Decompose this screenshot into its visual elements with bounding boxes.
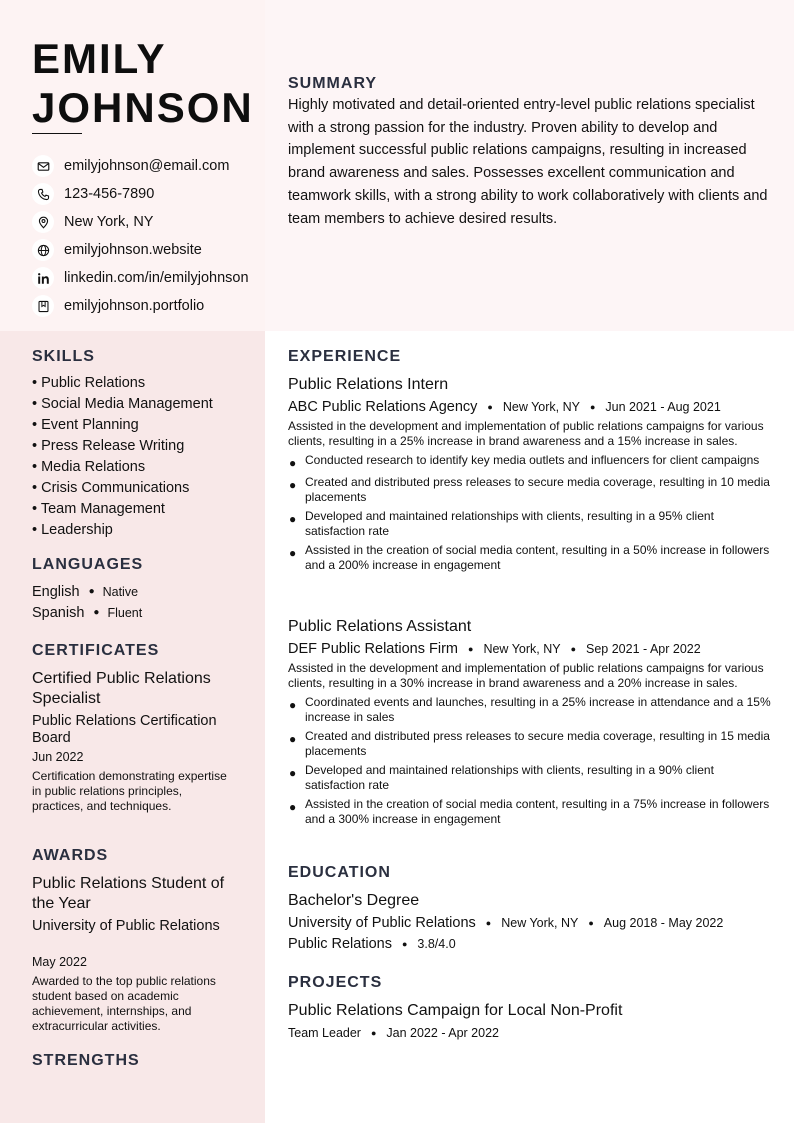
contact-website[interactable] — [32, 236, 264, 264]
job-description: Assisted in the development and implementation of public relations campaigns for various clients, resulting in a 30% increase in brand awareness and a 20% increase in sales. — [288, 661, 764, 690]
phone-icon — [32, 183, 54, 205]
language-item — [32, 602, 262, 623]
globe-icon — [32, 239, 54, 261]
bullet-icon: ● — [289, 512, 297, 526]
contact-list — [32, 152, 264, 320]
skill-item: • Team Management — [32, 501, 165, 517]
awards-heading: AWARDS — [32, 847, 109, 864]
bullet-icon: ● — [289, 456, 297, 470]
project-dates: Jan 2022 - Apr 2022 — [386, 1026, 499, 1040]
language-level: Native — [102, 584, 139, 599]
project-name: Public Relations Campaign for Local Non-Profit — [288, 1002, 623, 1019]
job-dates: Jun 2021 - Aug 2021 — [605, 400, 721, 414]
skill-item: • Media Relations — [32, 459, 146, 475]
job-description: Assisted in the development and implementation of public relations campaigns for various clients, resulting in a 25% increase in brand awareness and a 15% increase in sales. — [288, 419, 764, 448]
summary-text: Highly motivated and detail-oriented entry-level public relations specialist with a strong passion for the industry. Proven ability to develop and implement successful public relations campaigns, resulting in increased brand awareness and sales. Possesses excellent communication and teamwork skills, with a strong ability to work collaboratively with clients and team members to achieve desired results. — [288, 97, 768, 227]
job-company: ABC Public Relations Agency — [288, 399, 478, 415]
bullet-text: Created and distributed press releases to secure media coverage, resulting in 15 media placements — [305, 729, 770, 758]
contact-email-text: emilyjohnson@email.com — [64, 158, 230, 174]
education-dates: Aug 2018 - May 2022 — [603, 916, 724, 930]
skill-item: • Social Media Management — [32, 396, 213, 412]
separator-dot: ● — [487, 402, 493, 412]
bullet-icon: ● — [289, 478, 297, 492]
job-meta — [288, 398, 772, 416]
bullet-icon: ● — [289, 766, 297, 780]
separator-dot: ● — [485, 918, 492, 928]
contact-website-text: emilyjohnson.website — [64, 242, 202, 258]
language-name: Spanish — [32, 604, 85, 621]
education-field-row — [288, 935, 772, 953]
contact-location-text: New York, NY — [64, 214, 154, 230]
project-meta — [288, 1024, 772, 1042]
job-bullets — [288, 695, 772, 827]
bullet-text: Conducted research to identify key media outlets and influencers for client campaigns — [305, 453, 760, 467]
job-bullet — [288, 509, 772, 539]
separator-dot: ● — [401, 939, 408, 949]
contact-location — [32, 208, 264, 236]
contact-phone-text: 123-456-7890 — [64, 186, 155, 202]
degree: Bachelor's Degree — [288, 892, 420, 909]
job-title: Public Relations Intern — [288, 376, 449, 393]
education-meta — [288, 914, 772, 932]
education-heading: EDUCATION — [288, 864, 391, 881]
project-entry — [288, 1001, 772, 1042]
skills-heading: SKILLS — [32, 348, 95, 365]
job-company: DEF Public Relations Firm — [288, 641, 459, 657]
experience-heading: EXPERIENCE — [288, 348, 402, 365]
certificate-description: Certification demonstrating expertise in public relations principles, practices, and techniques. — [32, 769, 227, 813]
job-bullet — [288, 797, 772, 827]
award-name: Public Relations Student of the Year — [32, 875, 225, 912]
skill-item: • Press Release Writing — [32, 438, 185, 454]
languages-list — [32, 581, 262, 623]
contact-email[interactable] — [32, 152, 264, 180]
candidate-name: EMILY JOHNSON — [32, 35, 254, 131]
portfolio-icon — [32, 295, 54, 317]
job-meta — [288, 640, 772, 658]
bullet-text: Created and distributed press releases to secure media coverage, resulting in 10 media placements — [305, 475, 770, 504]
school-location: New York, NY — [501, 916, 579, 930]
job-location: New York, NY — [502, 400, 580, 414]
skill-item: • Public Relations — [32, 375, 146, 391]
contact-phone[interactable] — [32, 180, 264, 208]
separator-dot: ● — [93, 607, 100, 618]
summary-heading: SUMMARY — [288, 75, 378, 92]
contact-portfolio[interactable] — [32, 292, 264, 320]
job-bullet — [288, 729, 772, 759]
bullet-text: Assisted in the creation of social media content, resulting in a 50% increase in followers and a 200% increase in engagement — [305, 543, 770, 572]
school-name: University of Public Relations — [288, 915, 476, 931]
certificates-heading: CERTIFICATES — [32, 642, 160, 659]
job-bullet — [288, 475, 772, 505]
job-dates: Sep 2021 - Apr 2022 — [586, 642, 701, 656]
contact-linkedin[interactable] — [32, 264, 264, 292]
bullet-text: Developed and maintained relationships with clients, resulting in a 95% client satisfaction rate — [305, 509, 714, 538]
experience-entry — [288, 617, 772, 831]
bullet-text: Developed and maintained relationships with clients, resulting in a 90% client satisfaction rate — [305, 763, 714, 792]
award-date: May 2022 — [32, 955, 87, 969]
bullet-icon: ● — [289, 698, 297, 712]
gpa: 3.8/4.0 — [417, 937, 456, 951]
skill-item: • Leadership — [32, 522, 113, 538]
language-level: Fluent — [107, 605, 143, 620]
separator-dot: ● — [468, 644, 474, 654]
award-description: Awarded to the top public relations student based on academic achievement, internships, and extracurricular activities. — [32, 974, 216, 1033]
separator-dot: ● — [589, 402, 596, 412]
certificate-issuer: Public Relations Certification Board — [32, 713, 217, 746]
bullet-icon: ● — [289, 800, 297, 814]
job-bullet — [288, 695, 772, 725]
strengths-heading: STRENGTHS — [32, 1052, 140, 1069]
education-entry — [288, 891, 772, 953]
skills-list — [32, 373, 262, 541]
separator-dot: ● — [588, 918, 594, 928]
languages-heading: LANGUAGES — [32, 556, 144, 573]
field-of-study: Public Relations — [288, 936, 392, 952]
separator-dot: ● — [88, 586, 95, 597]
job-bullet — [288, 543, 772, 573]
award-issuer: University of Public Relations — [32, 918, 220, 934]
project-role: Team Leader — [288, 1026, 361, 1040]
language-item — [32, 581, 262, 602]
skill-item: • Event Planning — [32, 417, 139, 433]
name-divider — [32, 133, 82, 134]
location-pin-icon — [32, 211, 54, 233]
language-name: English — [32, 583, 80, 600]
experience-entry — [288, 375, 772, 577]
job-bullet — [288, 763, 772, 793]
certificate-date: Jun 2022 — [32, 750, 84, 764]
bullet-icon: ● — [289, 546, 297, 560]
bullet-text: Assisted in the creation of social media content, resulting in a 75% increase in followers and a 300% increase in engagement — [305, 797, 770, 826]
bullet-icon: ● — [289, 732, 297, 746]
linkedin-icon — [32, 267, 54, 289]
certificate-name: Certified Public Relations Specialist — [32, 670, 211, 707]
contact-linkedin-text: linkedin.com/in/emilyjohnson — [64, 270, 249, 286]
bullet-text: Coordinated events and launches, resulting in a 25% increase in attendance and a 15% increase in sales — [305, 695, 771, 724]
job-location: New York, NY — [483, 642, 561, 656]
separator-dot: ● — [570, 644, 577, 654]
skill-item: • Crisis Communications — [32, 480, 190, 496]
separator-dot: ● — [370, 1028, 377, 1038]
projects-heading: PROJECTS — [288, 974, 383, 991]
contact-portfolio-text: emilyjohnson.portfolio — [64, 298, 205, 314]
job-bullets — [288, 453, 772, 573]
email-icon — [32, 155, 54, 177]
job-bullet — [288, 453, 772, 471]
job-title: Public Relations Assistant — [288, 618, 472, 635]
